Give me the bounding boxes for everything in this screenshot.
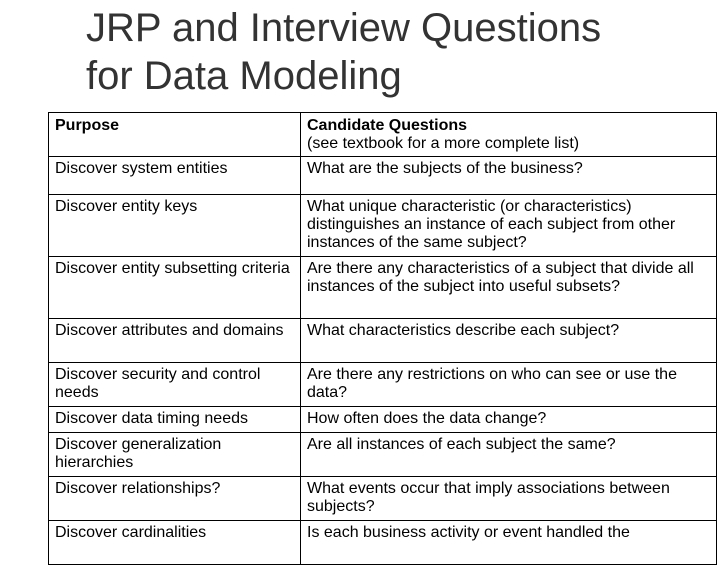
table-row [49, 363, 717, 407]
table-row [49, 319, 717, 363]
table-row [49, 407, 717, 433]
question-cell: What are the subjects of the business? [301, 157, 717, 195]
purpose-cell: Discover attributes and domains [49, 319, 301, 363]
header-questions-note: (see textbook for a more complete list) [307, 135, 580, 152]
question-cell: What unique characteristic (or characteristics) distinguishes an instance of each subject from other instances of the same subject? [301, 195, 717, 257]
table-row [49, 157, 717, 195]
question-cell: Is each business activity or event handled the [301, 521, 717, 565]
table-row [49, 477, 717, 521]
purpose-cell: Discover relationships? [49, 477, 301, 521]
header-questions: Candidate Questions (see textbook for a more complete list) [301, 113, 717, 157]
question-cell: What events occur that imply associations between subjects? [301, 477, 717, 521]
purpose-cell: Discover security and control needs [49, 363, 301, 407]
purpose-cell: Discover data timing needs [49, 407, 301, 433]
slide-title-line-1: JRP and Interview Questions [86, 6, 602, 50]
header-purpose: Purpose [49, 113, 301, 157]
table-row [49, 195, 717, 257]
table-row [49, 257, 717, 319]
question-cell: Are there any restrictions on who can see or use the data? [301, 363, 717, 407]
question-cell: How often does the data change? [301, 407, 717, 433]
slide-title [86, 4, 706, 100]
table-header-row [49, 113, 717, 157]
purpose-cell: Discover system entities [49, 157, 301, 195]
purpose-cell: Discover entity keys [49, 195, 301, 257]
slide-title-line-2: for Data Modeling [86, 54, 402, 98]
purpose-cell: Discover generalization hierarchies [49, 433, 301, 477]
table-row [49, 521, 717, 565]
question-cell: Are all instances of each subject the same? [301, 433, 717, 477]
question-cell: What characteristics describe each subject? [301, 319, 717, 363]
question-cell: Are there any characteristics of a subject that divide all instances of the subject into useful subsets? [301, 257, 717, 319]
purpose-cell: Discover cardinalities [49, 521, 301, 565]
questions-table [48, 112, 717, 565]
purpose-cell: Discover entity subsetting criteria [49, 257, 301, 319]
table-row [49, 433, 717, 477]
